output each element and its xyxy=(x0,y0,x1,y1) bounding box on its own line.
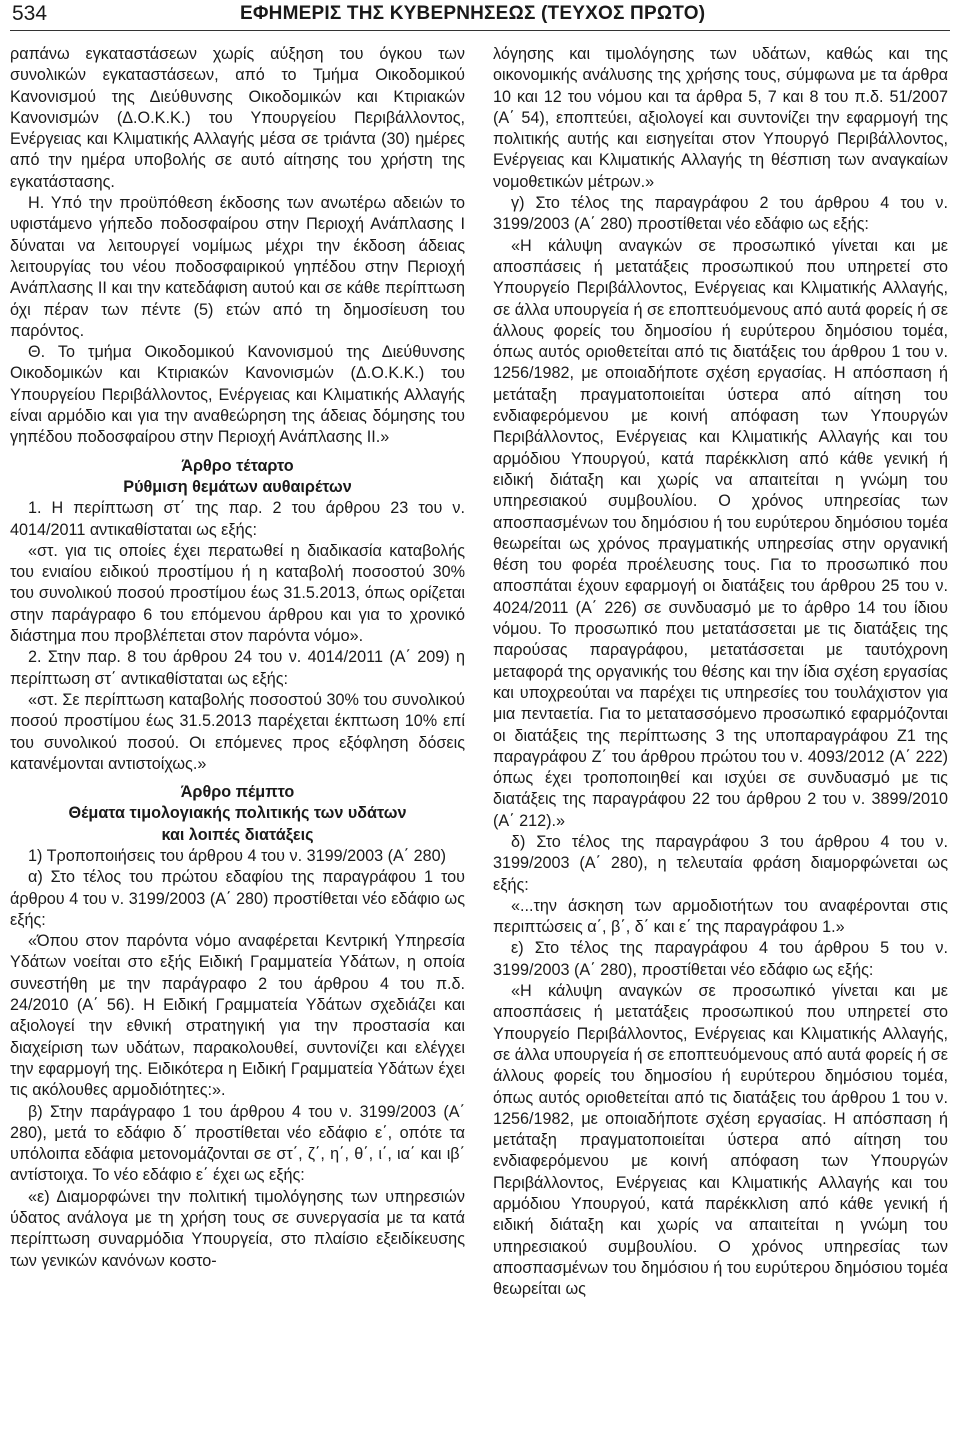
paragraph: Θ. Το τμήμα Οικοδομικού Κανονισμού της Διεύθυνσης Οικοδομικών και Κτιριακών Κανονισμών (Δ.Ο.Κ.Κ.) του Υπουργείου Περιβάλλοντος, Ενέργειας και Κλιματικής Αλλαγής είναι αρμόδιο και για την αναθεώρηση της άδειας δόμησης του γηπέδου ποδοσφαίρου στην Περιοχή Ανάπλασης ΙΙ.» xyxy=(10,343,465,447)
paragraph: ε) Στο τέλος της παραγράφου 4 του άρθρου 5 του ν. 3199/2003 (Α΄ 280), προστίθεται νέο εδάφιο ως εξής: xyxy=(493,939,948,979)
left-column xyxy=(10,44,465,1272)
paragraph: «Η κάλυψη αναγκών σε προσωπικό γίνεται και με αποσπάσεις ή μετατάξεις προσωπικού που υπηρετεί στο Υπουργείο Περιβάλλοντος, Ενέργειας και Κλιματικής Αλλαγής, σε άλλα υπουργεία ή σε εποπτευόμενους από αυτά φορείς ή σε άλλους φορείς του δημοσίου ή ευρύτερου δημόσιου τομέα, όπως αυτός οριοθετείται από τις διατάξεις του άρθρου 1 του ν. 1256/1982, με οποιαδήποτε σχέση εργασίας. Η απόσπαση ή μετάταξη πραγματοποιείται ύστερα από αίτηση του ενδιαφερόμενου με κοινή απόφαση των Υπουργών Περιβάλλοντος, Ενέργειας και Κλιματικής Αλλαγής και του αρμόδιου Υπουργού, κατά παρέκκλιση από κάθε γενική ή ειδική διάταξη και χωρίς να απαιτείται η γνώμη του υπηρεσιακού συμβουλίου. Ο χρόνος υπηρεσίας των αποσπασμένων του δημόσιου ή του ευρύτερου δημόσιου τομέα θεωρείται ως xyxy=(493,982,948,1299)
page-number: 534 xyxy=(12,2,48,25)
paragraph: «Όπου στον παρόντα νόμο αναφέρεται Κεντρική Υπηρεσία Υδάτων νοείται στο εξής Ειδική Γραμματεία Υδάτων, η οποία συνεστήθη με την παράγραφο 2 του άρθρου 4 του π.δ. 24/2010 (Α΄ 56). Η Ειδική Γραμματεία Υδάτων σχεδιάζει και αξιολογεί την εθνική στρατηγική για την προστασία και διαχείριση των υδάτων, παρακολουθεί, συντονίζει και ελέγχει την εφαρμογή της. Ειδικότερα η Ειδική Γραμματεία Υδάτων έχει τις ακόλουθες αρμοδιότητες:». xyxy=(10,932,465,1100)
paragraph: γ) Στο τέλος της παραγράφου 2 του άρθρου 4 του ν. 3199/2003 (Α΄ 280) προστίθεται νέο εδάφιο ως εξής: xyxy=(493,194,948,234)
article-subtitle: Ρύθμιση θεμάτων αυθαιρέτων xyxy=(123,477,352,496)
paragraph: Η. Υπό την προϋπόθεση έκδοσης των ανωτέρω αδειών το υφιστάμενο γήπεδο ποδοσφαίρου στην Περιοχή Ανάπλασης Ι δύναται να λειτουργεί νομίμως μέχρι την έκδοση άδειας λειτουργίας του νέου ποδοσφαιρικού γηπέδου στην Περιοχή Ανάπλασης ΙΙ και την κατεδάφιση αυτού και σε κάθε περίπτωση όχι πέραν των πέντε (5) ετών από τη δημοσίευση του παρόντος. xyxy=(10,194,465,340)
header-divider xyxy=(10,30,950,31)
article-heading: Άρθρο τέταρτο xyxy=(181,456,294,475)
paragraph: λόγησης και τιμολόγησης των υδάτων, καθώς και της οικονομικής ανάλυσης της χρήσης τους, σύμφωνα με τα άρθρα 10 και 12 του νόμου και τα άρθρα 5, 7 και 8 του π.δ. 51/2007 (Α΄ 54), εποπτεύει, αξιολογεί και συντονίζει την εφαρμογή της πολιτικής αυτής και εισηγείται στον Υπουργό Περιβάλλοντος, Ενέργειας και Κλιματικής Αλλαγής τη θέσπιση των αναγκαίων νομοθετικών μέτρων.» xyxy=(493,45,948,191)
article-subtitle: και λοιπές διατάξεις xyxy=(161,825,314,844)
paragraph: «...την άσκηση των αρμοδιοτήτων του αναφέρονται στις περιπτώσεις α΄, β΄, δ΄ και ε΄ της παραγράφου 1.» xyxy=(493,896,948,937)
paragraph: ραπάνω εγκαταστάσεων χωρίς αύξηση του όγκου των συνολικών εγκαταστάσεων, από το Τμήμα Οικοδομικού Κανονισμού της Διεύθυνσης Οικοδομικών και Κτιριακών Κανονισμών (Δ.Ο.Κ.Κ.) του Υπουργείου Περιβάλλοντος, Ενέργειας και Κλιματικής Αλλαγής μέσα σε τριάντα (30) ημέρες από την ημέρα υποβολής σε αυτό αίτησης του χρήστη της εγκατάστασης. xyxy=(10,45,465,191)
right-column xyxy=(493,44,948,1301)
page-header xyxy=(0,0,960,36)
paragraph: 1. Η περίπτωση στ΄ της παρ. 2 του άρθρου 23 του ν. 4014/2011 αντικαθίσταται ως εξής: xyxy=(10,499,465,539)
paragraph: β) Στην παράγραφο 1 του άρθρου 4 του ν. 3199/2003 (Α΄ 280), μετά το εδάφιο δ΄ προστίθεται νέο εδάφιο ε΄, οπότε τα υπόλοιπα εδάφια μετονομάζονται σε στ΄, ζ΄, η΄, θ΄, ι΄, ια΄ και ιβ΄ αντίστοιχα. Το νέο εδάφιο ε΄ έχει ως εξής: xyxy=(10,1102,465,1185)
article-heading: Άρθρο πέμπτο xyxy=(180,783,295,802)
running-title: ΕΦΗΜΕΡΙΣ ΤΗΣ ΚΥΒΕΡΝΗΣΕΩΣ (ΤΕΥΧΟΣ ΠΡΩΤΟ) xyxy=(240,3,706,24)
paragraph: «στ. για τις οποίες έχει περατωθεί η διαδικασία καταβολής του ενιαίου ειδικού προστίμου ή η καταβολή ποσοστού 30% του συνολικού ποσού προστίμου έως 31.5.2013, όπως ορίζεται στην παράγραφο 6 του επόμενου άρθρου και για το χρονικό διάστημα που προβλέπεται στον παρόντα νόμο». xyxy=(10,541,465,646)
paragraph: α) Στο τέλος του πρώτου εδαφίου της παραγράφου 1 του άρθρου 4 του ν. 3199/2003 (Α΄ 280) προστίθεται νέο εδάφιο ως εξής: xyxy=(10,868,465,929)
paragraph: «στ. Σε περίπτωση καταβολής ποσοστού 30% του συνολικού ποσού προστίμου έως 31.5.2013 παρέχεται έκπτωση 10% επί του συνολικού ποσού. Οι επόμενες προς εξόφληση δόσεις κατανέμονται αντιστοίχως.» xyxy=(10,690,465,773)
paragraph: «Η κάλυψη αναγκών σε προσωπικό γίνεται και με αποσπάσεις ή μετατάξεις προσωπικού που υπηρετεί στο Υπουργείο Περιβάλλοντος, Ενέργειας και Κλιματικής Αλλαγής, σε άλλα υπουργεία ή σε εποπτευόμενους από αυτά φορείς ή σε άλλους φορείς του δημοσίου ή ευρύτερου δημόσιου τομέα, όπως αυτός οριοθετείται από τις διατάξεις του άρθρου 1 του ν. 1256/1982, με οποιαδήποτε σχέση εργασίας. Η απόσπαση ή μετάταξη πραγματοποιείται ύστερα από αίτηση του ενδιαφερόμενου με κοινή απόφαση των Υπουργών Περιβάλλοντος, Ενέργειας και Κλιματικής Αλλαγής και του αρμόδιου Υπουργού, κατά παρέκκλιση από κάθε γενική ή ειδική διάταξη και χωρίς να απαιτείται η γνώμη του υπηρεσιακού συμβουλίου. Ο χρόνος υπηρεσίας των αποσπασμένων του δημόσιου ή του ευρύτερου δημόσιου τομέα θεωρείται ως χρόνος πραγματικής υπηρεσίας στην οργανική θέση του φορέα προέλευσης τους. Για το προσωπικό που αποσπάται έχουν εφαρμογή οι διατάξεις του άρθρου 25 του ν. 4024/2011 (Α΄ 226) σε συνδυασμό με το άρθρο 14 του ίδιου νόμου. Το προσωπικό που μετατάσσεται με τις διατάξεις της παρούσας παραγράφου, μετατάσσεται με ταυτόχρονη μεταφορά της οργανικής του θέσης και την ίδια σχέση εργασίας και υποχρεούται να παρέχει τις υπηρεσίες του τουλάχιστον για μια πενταετία. Για το μετατασσόμενο προσωπικό εφαρμόζονται οι διατάξεις της περίπτωσης 3 της υποπαραγράφου Ζ1 της παραγράφου Ζ΄ του άρθρου πρώτου του ν. 4093/2012 (Α΄ 222) όπως έχει τροποποιηθεί και ισχύει σε συνδυασμό με τις διατάξεις της παραγράφου 22 του άρθρου 2 του ν. 3899/2010 (Α΄ 212).» xyxy=(493,236,948,830)
paragraph: δ) Στο τέλος της παραγράφου 3 του άρθρου 4 του ν. 3199/2003 (Α΄ 280), η τελευταία φράση διαμορφώνεται ως εξής: xyxy=(493,832,948,894)
paragraph: «ε) Διαμορφώνει την πολιτική τιμολόγησης των υπηρεσιών ύδατος ανάλογα με τη χρήση τους σε συνεργασία με τα κατά περίπτωση συναρμόδια Υπουργεία, στο πλαίσιο εξειδίκευσης των γενικών κανόνων κοστο- xyxy=(10,1187,465,1270)
paragraph: 1) Τροποποιήσεις του άρθρου 4 του ν. 3199/2003 (Α΄ 280) xyxy=(28,846,447,865)
article-subtitle: Θέματα τιμολογιακής πολιτικής των υδάτων xyxy=(68,804,407,823)
paragraph: 2. Στην παρ. 8 του άρθρου 24 του ν. 4014/2011 (Α΄ 209) η περίπτωση στ΄ αντικαθίσταται ως εξής: xyxy=(10,648,465,688)
